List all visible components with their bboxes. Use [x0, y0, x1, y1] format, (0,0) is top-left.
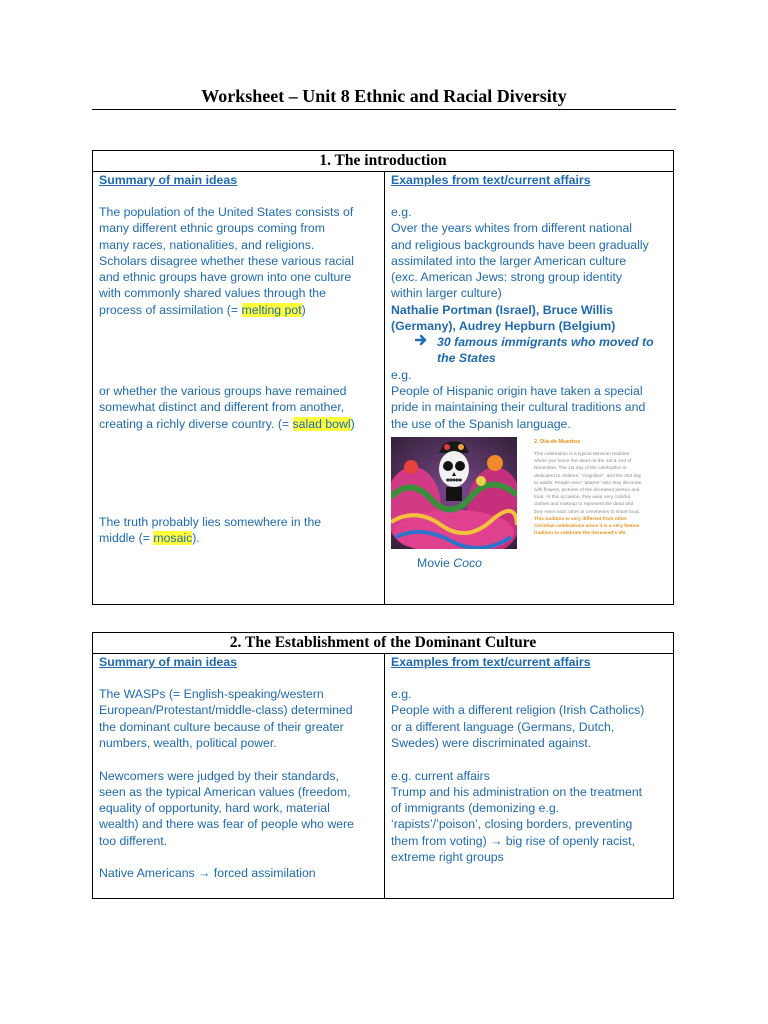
highlight-mosaic: mosaic — [153, 531, 193, 545]
example-text: e.g. — [391, 205, 412, 219]
worksheet-title: Worksheet – Unit 8 Ethnic and Racial Diversity — [201, 86, 567, 106]
text-span: process of assimilation (= — [99, 303, 242, 317]
summary-text: The truth probably lies somewhere in the — [99, 515, 322, 529]
example-text: pride in maintaining their cultural traditions and — [391, 400, 646, 414]
example-text: (exc. American Jews: strong group identity — [391, 270, 623, 284]
summary-text: numbers, wealth, political power. — [99, 736, 277, 750]
summary-text: Newcomers were judged by their standards, — [99, 769, 339, 783]
example-text: them from voting) → big rise of openly racist, — [391, 834, 635, 848]
section-heading: 1. The introduction — [93, 151, 673, 172]
example-text: (Germany), Audrey Hepburn (Belgium) — [391, 319, 616, 333]
summary-text: or whether the various groups have remained — [99, 384, 347, 398]
summary-text — [99, 416, 355, 432]
column-header: Examples from text/current affairs — [391, 173, 591, 187]
famous-immigrants-link[interactable]: 30 famous immigrants who moved to — [437, 335, 654, 349]
summary-text: many races, nationalities, and religions. — [99, 238, 315, 252]
column-header: Summary of main ideas — [99, 655, 238, 669]
summary-text: Native Americans → forced assimilation — [99, 866, 316, 880]
summary-text: somewhat distinct and different from another, — [99, 400, 345, 414]
card-highlight-text: This tradition is very different from other — [534, 516, 627, 522]
example-text: People of Hispanic origin have taken a special — [391, 384, 643, 398]
summary-text: too different. — [99, 834, 168, 848]
summary-text: the dominant culture because of their greater — [99, 720, 344, 734]
example-text: within larger culture) — [391, 286, 502, 300]
dia-de-muertos-photo — [391, 437, 517, 549]
summary-text: seen as the typical American values (freedom, — [99, 785, 351, 799]
summary-text: European/Protestant/middle-class) determined — [99, 703, 353, 717]
text-span: ) — [301, 303, 306, 317]
card-highlight-text: Christian celebrations since it is a very festive — [534, 524, 640, 530]
summary-text — [99, 302, 306, 318]
text-span: ). — [192, 531, 200, 545]
example-text: extreme right groups — [391, 850, 504, 864]
examples-column — [385, 172, 673, 604]
column-header: Examples from text/current affairs — [391, 655, 591, 669]
dia-de-muertos-caption-card — [530, 437, 672, 549]
example-text: of immigrants (demonizing e.g. — [391, 801, 560, 815]
example-text: assimilated into the larger American culture — [391, 254, 627, 268]
famous-immigrants-link-cont[interactable]: the States — [437, 351, 496, 365]
example-text: ‘rapists’/’poison’, closing borders, preventing — [391, 817, 633, 831]
card-text: dedicated to children, "Angelitos", and the 2nd day — [534, 473, 642, 479]
text-span: middle (= — [99, 531, 154, 545]
arrow-right-icon — [415, 334, 428, 350]
summary-text: Scholars disagree whether these various racial — [99, 254, 354, 268]
summary-text: wealth) and there was fear of people who were — [99, 817, 354, 831]
summary-text: The population of the United States consists of — [99, 205, 354, 219]
example-text: Over the years whites from different national — [391, 221, 633, 235]
card-text: clothes and makeup to represent the dead and — [534, 502, 634, 508]
summary-text: The WASPs (= English-speaking/western — [99, 687, 324, 701]
card-highlight-text: tradition to celebrate the deceased's life. — [534, 531, 627, 537]
text-span: Movie — [417, 556, 454, 570]
summary-text: many different ethnic groups coming from — [99, 221, 326, 235]
card-text: food. At this occasion, they wear very colorful — [534, 495, 630, 501]
summary-column — [93, 172, 385, 604]
summary-text: equality of opportunity, hard work, material — [99, 801, 330, 815]
example-text: Swedes) were discriminated against. — [391, 736, 592, 750]
card-text: where you honor the dead on the 1st & 2nd of — [534, 459, 632, 465]
example-text: or a different language (Germans, Dutch, — [391, 720, 615, 734]
section-dominant-culture — [92, 632, 674, 899]
column-header: Summary of main ideas — [99, 173, 238, 187]
title-underline — [92, 109, 676, 110]
example-text: the use of the Spanish language. — [391, 417, 571, 431]
movie-title: Coco — [453, 556, 482, 570]
highlight-salad-bowl: salad bowl — [292, 417, 351, 431]
movie-reference — [417, 555, 482, 571]
example-text: People with a different religion (Irish Catholics) — [391, 703, 645, 717]
example-text: e.g. — [391, 368, 412, 382]
text-span: creating a richly diverse country. (= — [99, 417, 293, 431]
card-text: with flowers, pictures of the deceased person and — [534, 488, 640, 494]
example-text: e.g. current affairs — [391, 769, 490, 783]
card-text: they meet each other at cemeteries to share food. — [534, 509, 640, 515]
example-text: Trump and his administration on the treatment — [391, 785, 643, 799]
summary-text: with commonly shared values through the — [99, 286, 326, 300]
card-text: November. The 1st day of the celebration is — [534, 466, 627, 472]
card-text: to adults. People erect "altares" who they decorate — [534, 480, 642, 486]
examples-column — [385, 654, 673, 898]
card-text: This celebration is a typical Mexican tradition — [534, 452, 630, 457]
summary-column — [93, 654, 385, 898]
example-text: and religious backgrounds have been gradually — [391, 238, 649, 252]
section-introduction — [92, 150, 674, 605]
example-text: Nathalie Portman (Israel), Bruce Willis — [391, 303, 613, 317]
card-title: 2. Día de Muertos — [534, 439, 581, 445]
section-heading: 2. The Establishment of the Dominant Culture — [93, 633, 673, 654]
summary-text — [99, 530, 200, 546]
example-text: e.g. — [391, 687, 412, 701]
highlight-melting-pot: melting pot — [241, 303, 302, 317]
summary-text: and ethnic groups have grown into one culture — [99, 270, 352, 284]
text-span: ) — [350, 417, 355, 431]
